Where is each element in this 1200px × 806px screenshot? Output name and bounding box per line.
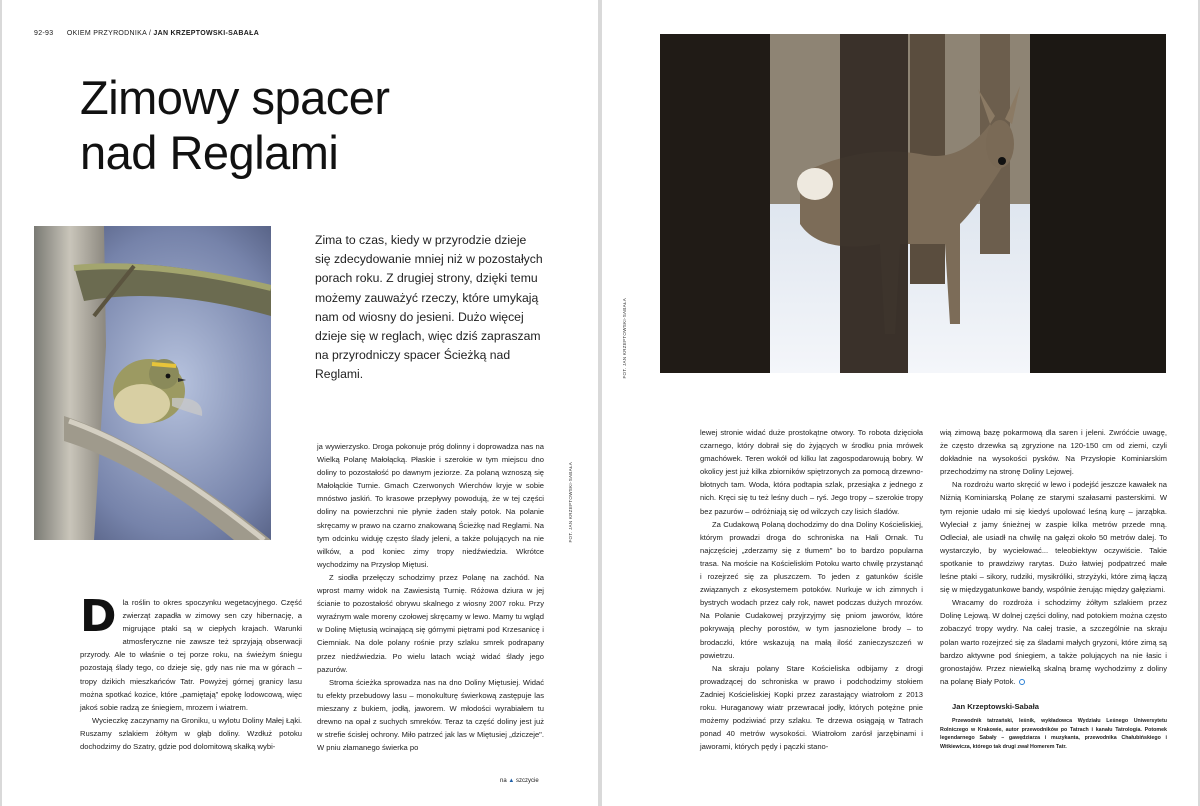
lead-paragraph: Zima to czas, kiedy w przyrodzie dzieje się zdecydowanie mniej niż w pozostałych porach roku. Z drugiej strony, dzięki temu możemy zauważyć rzeczy, które umykają nam od wiosny do jesieni. Dużo więcej dzieje się w reglach, więc dziś zapraszam na przyrodniczy spacer Ścieżką nad Reglami.	[315, 233, 543, 382]
text-column-3	[700, 426, 923, 753]
magazine-logo: na ▲ szczycie	[500, 778, 539, 784]
col4-paragraph-1: wią zimową bazę pokarmową dla saren i jeleni. Zwróćcie uwagę, że często drzewka są zgryzione na 120-150 cm od ziemi, czyli dokładnie na wysokości pysków. Na Przysłopie Kominiarskim przechodzimy na stronę Doliny Lejowej.	[940, 428, 1167, 477]
logo-mountain-icon: ▲	[508, 778, 515, 784]
author-signature: Jan Krzeptowski-Sabała	[952, 701, 1039, 711]
col4-paragraph-2: Na rozdrożu warto skręcić w lewo i podejść jeszcze kawałek na Niżnią Kominiarską Polanę ze starymi szałasami pasterskimi. W tym rejonie udało mi się kiedyś upolować leśną kurę – jarząbka. Wyleciał z jamy śnieżnej w zaspie kilka metrów przede mną. Odleciał, ale usiadł na chwilę na gałęzi około 50 metrów dalej. To wystarczyło, by wyciełować... teleobiektyw oczywiście. Takie spotkanie to prawdziwy rarytas. Dużo łatwiej podpatrzeć małe leśne ptaki – sikory, rudziki, mysikróliki, strzyżyki, które zimą łączą się w międzygatunkowe bandy, wspólnie żerując między gałęziami.	[940, 480, 1167, 595]
col1-paragraph-2: Wycieczkę zaczynamy na Groniku, u wylotu Doliny Małej Łąki. Ruszamy szlakiem żółtym w głąb doliny. Wzdłuż potoku dochodzimy do Szatry, gdzie pod dolomitową skałką wybi-	[80, 715, 302, 752]
header-author: JAN KRZEPTOWSKI-SABAŁA	[153, 30, 260, 37]
photo-credit-bird: FOT. JAN KRZEPTOWSKI-SABAŁA	[568, 462, 573, 543]
col2-paragraph-2: Z siodła przełęczy schodzimy przez Polanę na zachód. Na wprost mamy widok na Zawiesistą Turnię. Różowa dziura w jej ścianie to pozostałość obrywu skalnego z wiosny 2007 roku. Przy wyraźnym wale moreny czołowej skręcamy w lewo. Mamy tu wgląd w Dolinę Miętusią wcinającą się górnymi piętrami pod Krzesanicę i Ciemniak. Na dole polany rośnie przy szlaku smrek podrapany przez niedźwiedzia. Po wielu latach wciąż widać ślady jego pazurów.	[317, 572, 544, 674]
text-column-1	[80, 591, 302, 753]
page-numbers: 92-93	[34, 30, 54, 37]
col4-paragraph-3: Wracamy do rozdroża i schodzimy żółtym szlakiem przez Dolinę Lejową. W dolnej części doliny, nad potokiem można często zobaczyć tropy wydry. Na całej trasie, a szczególnie na skraju polan warto rozejrzeć się za śladami małych gryzoni, które zimą są bardzo aktywne pod śniegiem, a także polujących na nie łasic i gronostajów. Przez niewielką skalną bramę wychodzimy z doliny na polanę Biały Potok.	[940, 598, 1167, 686]
col3-paragraph-3: Na skraju polany Stare Kościeliska odbijamy z drogi prowadzącej do schroniska w prawo i podchodzimy stokiem Zadniej Kościeliskiej Kopki przez zarastający wiatrołom z 2013 roku. Huraganowy wiatr przewracał jodły, których potężne pnie możemy podziwiać przy szlaku. Te drzewa osiągają w Tatrach ponad 40 metrów wysokości. Wiatrołom zarósł jarzębinami i jaworami, których pędy i pączki stano-	[700, 663, 923, 752]
right-page	[602, 0, 1198, 806]
col1-paragraph-1: la roślin to okres spoczynku wegetacyjnego. Część zwierząt zapadła w zimowy sen czy hibernację, a migrujące ptaki są w ciepłych krajach. Warunki atmosferyczne nie zawsze też sprzyjają obserwacji przyrody. Ale to właśnie o tej porze roku, na świeżym śniegu pozostają ślady tego, co dzieje się, gdy nas nie ma w górach – tropy dzikich mieszkańców Tatr. Powyżej górnej granicy lasu można spotkać kozice, które „pamiętają" epokę lodowcową, więc jakoś sobie radzą ze śniegiem, mrozem i wiatrem.	[80, 598, 302, 712]
col2-paragraph-3: Stroma ścieżka sprowadza nas na dno Doliny Miętusiej. Widać tu efekty przebudowy lasu – monokulturę świerkową zastępuje las mieszany z bukiem, jodłą, jaworem. W młodości wyrabiałem tu drewno na opał z suchych smreków. Teraz ta część doliny jest już w strefie ścisłej ochrony. Miło patrzeć jak las w Miętusiej „dziczeje". W pniu złamanego świerka po	[317, 677, 544, 753]
text-column-4	[940, 426, 1167, 751]
drop-cap: D	[80, 591, 117, 642]
end-mark-icon	[1019, 679, 1025, 685]
col2-paragraph-1: ja wywierzysko. Droga pokonuje próg dolinny i doprowadza nas na Wielką Polanę Małołącką. Płaskie i szerokie w tym miejscu dno doliny to pozostałość po dawnym jeziorze. Za polaną wznoszą się Małołąckie Turnie. Gmach Czerwonych Wierchów kryje w sobie mnóstwo jaskiń. To krasowe przepływy powodują, że w tej części doliny na powierzchni nie płynie żaden stały potok. Na polanie skręcamy w prawo na czarno znakowaną Ścieżkę nad Reglami. Na tym odcinku widuję często ślady jeleni, a także polujących na nie wilków, a pod koniec zimy tropy niedźwiedzia. Wkrótce wychodzimy na Przysłop Miętusi.	[317, 442, 544, 569]
left-page	[2, 0, 598, 806]
roe-deer-photo	[660, 34, 1166, 373]
author-bio: Przewodnik tatrzański, leśnik, wykładowca Wydziału Leśnego Uniwersytetu Rolniczego w Krakowie, autor przewodników po Tatrach i kanału Tatrologia. Potomek legendarnego Sabały – gawędziarza i muzykanta, przewodnika Chałubińskiego i Witkiewicza, którego tak drugi zwał Homerem Tatr.	[940, 717, 1167, 750]
col3-paragraph-2: Za Cudakową Polaną dochodzimy do dna Doliny Kościeliskiej, którym prowadzi droga do schroniska na Hali Ornak. Tu najczęściej „zderzamy się z tłumem" bo to bardzo popularna trasa. Na moście na Kościeliskim Potoku warto chwilę przystanąć i rozejrzeć się za pluszczem. To jeden z gatunków ściśle związanych z ekosystemem potoków. Nurkuje w ich zimnych i bystrych wodach przez cały rok, nawet podczas dużych mrozów. Na Polanie Cudakowej przyjrzyjmy się pniom jaworów, które pokrywają plechy porostów, w tym jasnozielone brody – to brodaczki, które wskazują na małą ilość zanieczyszczeń w powietrzu.	[700, 519, 923, 660]
running-header	[34, 30, 259, 37]
section-name: OKIEM PRZYRODNIKA /	[66, 30, 154, 37]
photo-credit-deer: FOT. JAN KRZEPTOWSKI-SABAŁA	[622, 298, 627, 379]
col3-paragraph-1: lewej stronie widać duże prostokątne otwory. To robota dzięcioła czarnego, który dobrał się do żyjących w środku pnia mrówek gmachówek. Teren wokół od kilku lat zagospodarowują bobry. W okolicy jest już kilka zbiorników spiętrzonych za pomocą drzewno-błotnych tam. Woda, która podtapia szlak, przesiąka z jednego z nich. Kręci się tu też leśny duch – ryś. Jego tropy – szerokie tropy bez pazurów – odróżniają się od wilczych czy lisich śladów.	[700, 428, 923, 516]
article-title: Zimowy spacer nad Reglami	[80, 71, 390, 179]
text-column-2	[317, 440, 544, 754]
goldcrest-photo	[34, 226, 271, 540]
